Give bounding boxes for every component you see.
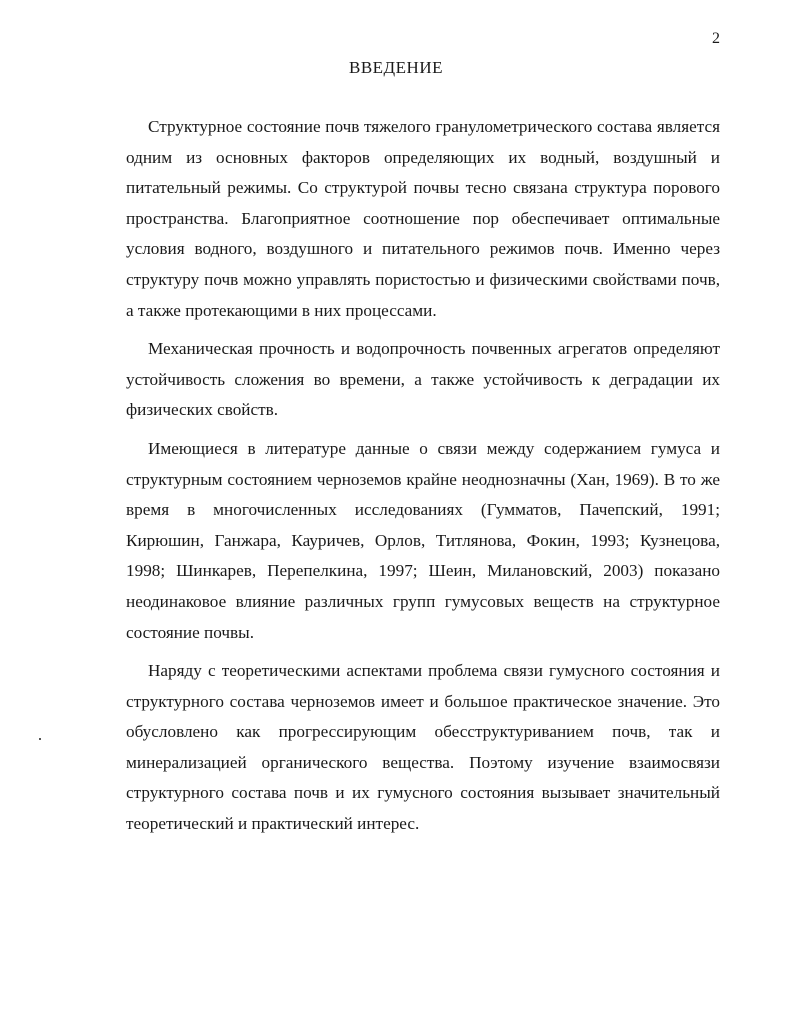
body-text: [126, 112, 720, 848]
paragraph-4: Наряду с теоретическими аспектами проблема связи гумусного состояния и структурного состава черноземов имеет и большое практическое значение. Это обусловлено как прогрессирующим обесструктуриванием почв, так и минерализацией органического вещества. Поэтому изучение взаимосвязи структурного состава почв и их гумусного состояния вызывает значительный теоретический и практический интерес.: [126, 661, 720, 834]
paragraph-1: Структурное состояние почв тяжелого гранулометрического состава является одним из основных факторов определяющих их водный, воздушный и питательный режимы. Со структурой почвы тесно связана структура порового пространства. Благоприятное соотношение пор обеспечивает оптимальные условия водного, воздушного и питательного режимов почв. Именно через структуру почв можно управлять пористостью и физическими свойствами почв, а также протекающими в них процессами.: [126, 117, 720, 320]
paragraph-3: Имеющиеся в литературе данные о связи между содержанием гумуса и структурным состоянием черноземов крайне неоднозначны (Хан, 1969). В то же время в многочисленных исследованиях (Гумматов, Пачепский, 1991; Кирюшин, Ганжара, Кауричев, Орлов, Титлянова, Фокин, 1993; Кузнецова, 1998; Шинкарев, Перепелкина, 1997; Шеин, Милановский, 2003) показано неодинаковое влияние различных групп гумусовых веществ на структурное состояние почвы.: [126, 438, 720, 642]
paragraph-2: Механическая прочность и водопрочность почвенных агрегатов определяют устойчивость сложения во времени, а также устойчивость к деградации их физических свойств.: [126, 339, 720, 420]
scan-speck: [39, 738, 41, 740]
page-number: 2: [712, 30, 720, 47]
page-title: ВВЕДЕНИЕ: [349, 58, 443, 77]
